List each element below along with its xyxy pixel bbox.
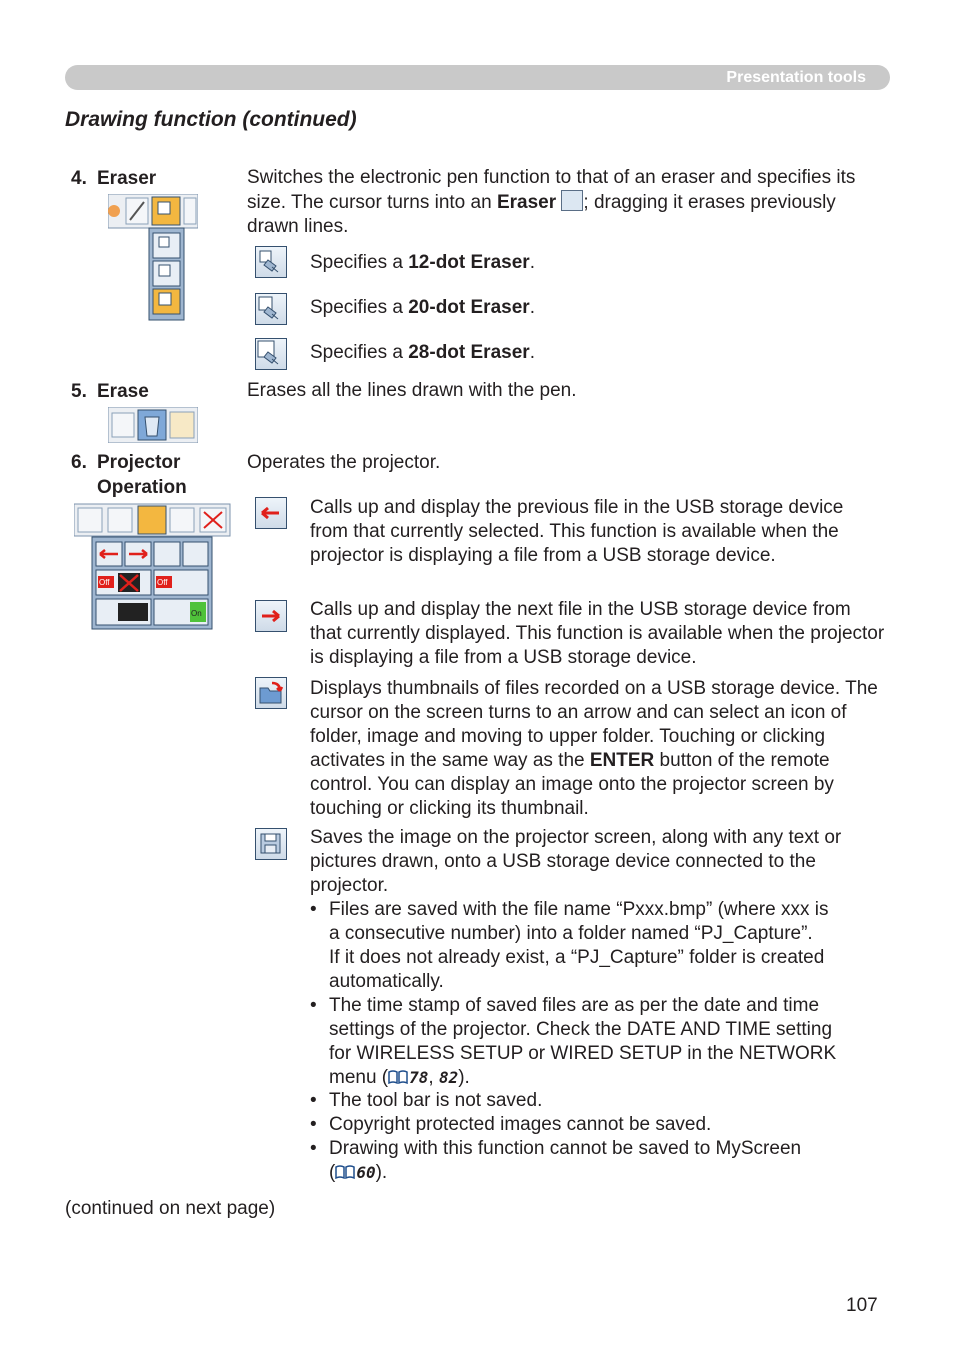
projector-description: Operates the projector. bbox=[247, 452, 441, 473]
off-label: Off bbox=[99, 578, 110, 587]
erase-toolbar-image bbox=[108, 407, 198, 443]
bullet-item bbox=[310, 1137, 880, 1185]
item-projector-label bbox=[71, 450, 187, 500]
op-thumbnails-text bbox=[310, 677, 885, 821]
ref-prefix: menu ( bbox=[329, 1067, 389, 1088]
item-number: 6. bbox=[71, 452, 87, 473]
option-text: . bbox=[529, 252, 535, 273]
item-erase-label bbox=[71, 379, 149, 404]
eraser-option-28 bbox=[310, 341, 535, 365]
bullet-item bbox=[310, 1113, 880, 1137]
op-bold: ENTER bbox=[589, 750, 655, 771]
option-text: Specifies a bbox=[310, 252, 409, 273]
page-ref[interactable]: 82 bbox=[438, 1068, 459, 1087]
section-header-bar bbox=[65, 65, 890, 90]
op-next-text: Calls up and display the next file in the USB storage device from that currently displayed. This function is available when the projector is displaying a file from a USB storage device. bbox=[310, 599, 885, 668]
option-text: . bbox=[529, 342, 535, 363]
item-name: Erase bbox=[97, 381, 149, 402]
option-text: Specifies a bbox=[310, 297, 409, 318]
eraser-description bbox=[247, 166, 887, 239]
item-name: Projector bbox=[97, 452, 181, 473]
op-previous-text: Calls up and display the previous file in the USB storage device from that currently selected. This function is available when the projector is displaying a file from a USB storage device. bbox=[310, 497, 844, 566]
desc-text: Switches the electronic pen function to that of an eraser and specifies its size. The cursor turns into an bbox=[247, 167, 856, 213]
bullet-line: settings of the projector. Check the DATE AND TIME setting bbox=[329, 1019, 833, 1040]
bullet-line: Files are saved with the file name “Pxxx.bmp” (where xxx is bbox=[329, 899, 829, 920]
option-bold: 12-dot Eraser bbox=[408, 252, 530, 273]
eraser-cursor-icon bbox=[561, 190, 583, 211]
page-number: 107 bbox=[846, 1295, 878, 1316]
eraser-option-12 bbox=[310, 251, 535, 275]
page-ref[interactable]: 60 bbox=[356, 1163, 376, 1182]
desc-bold: Eraser bbox=[496, 192, 557, 213]
option-bold: 28-dot Eraser bbox=[408, 342, 530, 363]
bullet-line: Copyright protected images cannot be saved. bbox=[329, 1114, 712, 1135]
eraser-12dot-icon bbox=[255, 246, 287, 278]
ref-suffix: ). bbox=[458, 1067, 470, 1088]
item-eraser-label bbox=[71, 166, 156, 191]
bullet-dot: • bbox=[310, 899, 317, 920]
page-ref[interactable]: 78 bbox=[409, 1068, 429, 1087]
item-number: 4. bbox=[71, 168, 87, 189]
off-label: Off bbox=[157, 578, 168, 587]
bullet-dot: • bbox=[310, 1114, 317, 1135]
bullet-line: Drawing with this function cannot be saved to MyScreen bbox=[329, 1138, 802, 1159]
op-save-text: Saves the image on the projector screen, along with any text or pictures drawn, onto a USB storage device connected to the projector. bbox=[310, 827, 842, 896]
bullet-item bbox=[310, 898, 880, 994]
section-name: Presentation tools bbox=[726, 69, 866, 86]
previous-file-icon bbox=[255, 497, 287, 529]
bullet-dot: • bbox=[310, 1138, 317, 1159]
bullet-item bbox=[310, 1089, 880, 1113]
bullet-line: The tool bar is not saved. bbox=[329, 1090, 543, 1111]
folder-thumbnails-icon bbox=[255, 677, 287, 709]
ref-separator: , bbox=[428, 1067, 439, 1088]
on-label: On bbox=[191, 609, 202, 618]
item-number: 5. bbox=[71, 381, 87, 402]
desc-text: ; dragging it erases previously drawn lines. bbox=[247, 192, 836, 237]
option-text: . bbox=[529, 297, 535, 318]
eraser-toolbar-image bbox=[108, 194, 198, 322]
bullet-line bbox=[329, 1066, 880, 1090]
bullet-line: The time stamp of saved files are as per the date and time bbox=[329, 995, 820, 1016]
option-bold: 20-dot Eraser bbox=[408, 297, 530, 318]
save-disk-icon bbox=[255, 828, 287, 860]
ref-suffix: ). bbox=[375, 1162, 388, 1183]
eraser-20dot-icon bbox=[255, 293, 287, 325]
book-reference-icon bbox=[335, 1165, 355, 1179]
bullet-line: automatically. bbox=[329, 971, 444, 992]
op-text: Displays thumbnails of files recorded on a USB storage device. The cursor on the screen turns to an arrow and can select an icon of folder, image and moving to upper folder. Touching or clicking activates in the same way as the bbox=[310, 678, 878, 771]
bullet-line bbox=[329, 1161, 880, 1185]
item-name: Eraser bbox=[97, 168, 157, 189]
ref-prefix: ( bbox=[329, 1162, 336, 1183]
page-title: Drawing function (continued) bbox=[65, 108, 357, 131]
bullet-line: for WIRELESS SETUP or WIRED SETUP in the NETWORK bbox=[329, 1043, 837, 1064]
bullet-line: a consecutive number) into a folder named “PJ_Capture”. bbox=[329, 923, 813, 944]
erase-description: Erases all the lines drawn with the pen. bbox=[247, 380, 577, 401]
bullet-dot: • bbox=[310, 1090, 317, 1111]
bullet-line: If it does not already exist, a “PJ_Capture” folder is created bbox=[329, 947, 825, 968]
op-text: button of the remote control. You can display an image onto the projector screen by touching or clicking its thumbnail. bbox=[310, 750, 834, 819]
next-file-icon bbox=[255, 600, 287, 632]
book-reference-icon bbox=[388, 1070, 408, 1084]
bullet-item bbox=[310, 994, 880, 1090]
continued-note: (continued on next page) bbox=[65, 1198, 276, 1219]
item-name: Operation bbox=[97, 477, 187, 498]
bullet-dot: • bbox=[310, 995, 317, 1016]
eraser-option-20 bbox=[310, 296, 535, 320]
eraser-28dot-icon bbox=[255, 338, 287, 370]
projector-toolbar-image bbox=[74, 503, 232, 631]
option-text: Specifies a bbox=[310, 342, 409, 363]
color-dot-icon bbox=[108, 205, 120, 217]
